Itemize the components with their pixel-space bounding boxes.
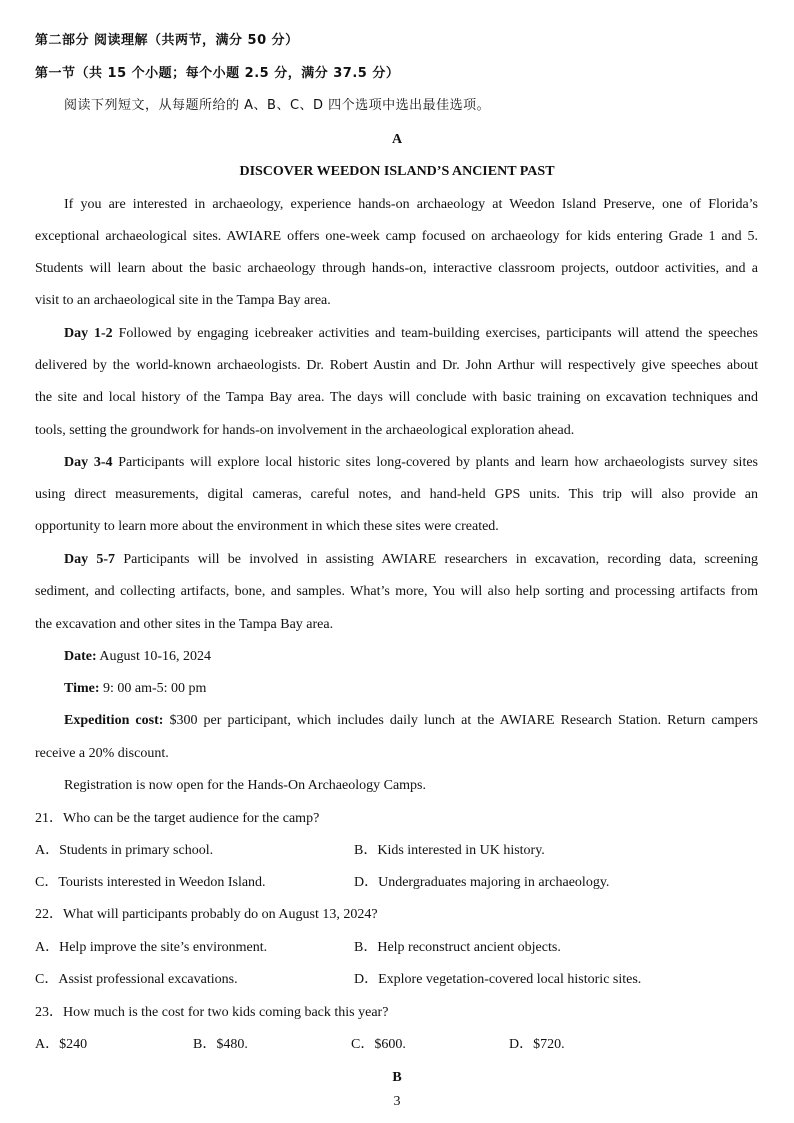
day12-line: delivered by the world-known archaeologists. Dr. Robert Austin and Dr. John Arthur will respectively give speeches about	[35, 358, 758, 373]
option-23-b[interactable]: B．$480.	[193, 1037, 248, 1052]
time-label: Time:	[64, 681, 100, 696]
question-text: What will participants probably do on August 13, 2024?	[63, 907, 378, 922]
day12-label: Day 1-2	[64, 326, 113, 341]
day34-line: opportunity to learn more about the environment in which these sites were created.	[35, 519, 499, 534]
question-text: How much is the cost for two kids coming back this year?	[63, 1005, 389, 1020]
question-23	[35, 1005, 758, 1021]
day12-line: the site and local history of the Tampa Bay area. The days will conclude with basic training on excavation techniques and	[35, 390, 758, 405]
option-23-d[interactable]: D．$720.	[509, 1037, 565, 1052]
option-21-a[interactable]: A．Students in primary school.	[35, 843, 214, 858]
cost-value: $300 per participant, which includes daily lunch at the AWIARE Research Station. Return campers	[163, 713, 758, 728]
day34-line: using direct measurements, digital cameras, careful notes, and hand-held GPS units. This trip will also provide an	[35, 487, 758, 502]
day12-line: tools, setting the groundwork for hands-on involvement in the archaeological exploration ahead.	[35, 423, 575, 438]
day57-label: Day 5-7	[64, 552, 116, 567]
option-23-a[interactable]: A．$240	[35, 1037, 88, 1052]
day34-first-line	[64, 455, 758, 471]
day12-text: Followed by engaging icebreaker activities and team-building exercises, participants will attend the speeches	[112, 326, 758, 341]
date-line	[64, 649, 758, 665]
day34-label: Day 3-4	[64, 455, 113, 470]
day57-line: sediment, and collecting artifacts, bone, and samples. What’s more, You will also help sorting and processing artifacts from	[35, 584, 758, 599]
option-21-c[interactable]: C．Tourists interested in Weedon Island.	[35, 875, 266, 890]
instruction: 阅读下列短文，从每题所给的 A、B、C、D 四个选项中选出最佳选项。	[64, 98, 491, 113]
intro-line: Students will learn about the basic archaeology through hands-on, interactive classroom projects, outdoor activities, and a	[35, 261, 758, 276]
section-heading: 第一节（共 15 个小题；每个小题 2.5 分，满分 37.5 分）	[35, 66, 400, 81]
part-heading: 第二部分 阅读理解（共两节，满分 50 分）	[35, 33, 299, 48]
question-number: 21．	[35, 811, 63, 826]
date-value: August 10-16, 2024	[96, 649, 211, 664]
cost-line-2: receive a 20% discount.	[35, 746, 169, 761]
cost-line	[64, 713, 758, 729]
day57-line: the excavation and other sites in the Tampa Bay area.	[35, 617, 334, 632]
option-23-c[interactable]: C．$600.	[351, 1037, 406, 1052]
day57-first-line	[64, 552, 758, 568]
page-number: 3	[393, 1094, 401, 1109]
day34-text: Participants will explore local historic sites long-covered by plants and learn how archaeologists survey sites	[112, 455, 758, 470]
option-22-b[interactable]: B．Help reconstruct ancient objects.	[354, 940, 561, 955]
date-label: Date:	[64, 649, 97, 664]
question-number: 23．	[35, 1005, 63, 1020]
day57-text: Participants will be involved in assisting AWIARE researchers in excavation, recording data, screening	[115, 552, 759, 567]
time-line	[64, 681, 758, 697]
passage-label: A	[391, 132, 403, 147]
question-22	[35, 907, 758, 923]
passage-title: DISCOVER WEEDON ISLAND’S ANCIENT PAST	[239, 164, 555, 179]
option-22-d[interactable]: D．Explore vegetation-covered local historic sites.	[354, 972, 642, 987]
question-21	[35, 811, 758, 827]
option-21-b[interactable]: B．Kids interested in UK history.	[354, 843, 545, 858]
intro-line: exceptional archaeological sites. AWIARE offers one-week camp focused on archaeology for kids entering Grade 1 and 5.	[35, 229, 758, 244]
question-number: 22．	[35, 907, 63, 922]
option-22-a[interactable]: A．Help improve the site’s environment.	[35, 940, 268, 955]
registration-note: Registration is now open for the Hands-On Archaeology Camps.	[64, 778, 426, 793]
question-text: Who can be the target audience for the camp?	[63, 811, 320, 826]
intro-line: visit to an archaeological site in the Tampa Bay area.	[35, 293, 331, 308]
day12-first-line	[64, 326, 758, 342]
time-value: 9: 00 am-5: 00 pm	[99, 681, 207, 696]
intro-line: If you are interested in archaeology, experience hands-on archaeology at Weedon Island Preserve, one of Florida’s	[64, 197, 758, 212]
next-passage-label: B	[392, 1070, 402, 1085]
option-21-d[interactable]: D．Undergraduates majoring in archaeology.	[354, 875, 610, 890]
option-22-c[interactable]: C．Assist professional excavations.	[35, 972, 238, 987]
cost-label: Expedition cost:	[64, 713, 164, 728]
